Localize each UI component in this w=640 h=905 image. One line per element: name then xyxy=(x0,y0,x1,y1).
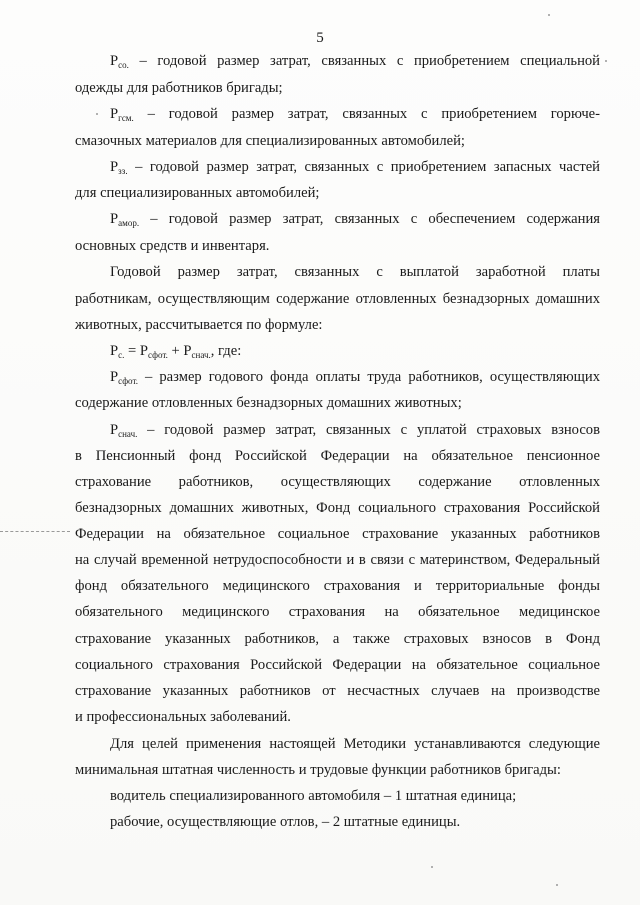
scan-speck xyxy=(605,60,607,62)
definition-line: $P_{зз.}$ – годовой размер затрат, связанных с приобретением запасных частей xyxy=(110,159,600,176)
definition-line: $P_{гсм.}$ – годовой размер затрат, связанных с приобретением горюче- xyxy=(110,106,600,123)
definition-continuation: Федерации на обязательное социальное страхование указанных работников xyxy=(75,526,600,542)
definition-continuation: страхование указанных работников от несчастных случаев на производстве xyxy=(75,683,600,699)
staff-item: рабочие, осуществляющие отлов, – 2 штатные единицы. xyxy=(110,814,461,830)
definition-continuation: страхование работников, осуществляющих содержание отловленных xyxy=(75,474,600,490)
definition-continuation: безнадзорных домашних животных, Фонд социального страхования Российской xyxy=(75,500,600,516)
definition-line: $P_{амор.}$ – годовой размер затрат, связанных с обеспечением содержания xyxy=(110,211,600,228)
definition-continuation: содержание отловленных безнадзорных домашних животных; xyxy=(75,395,462,411)
definition-continuation: основных средств и инвентаря. xyxy=(75,238,270,254)
scan-speck xyxy=(548,14,550,16)
definition-continuation: одежды для работников бригады; xyxy=(75,80,283,96)
page-number: 5 xyxy=(316,30,324,46)
scan-speck xyxy=(96,113,98,115)
definition-continuation: обязательного медицинского страхования на обязательное медицинское xyxy=(75,604,600,620)
paragraph-line: работникам, осуществляющим содержание отловленных безнадзорных домашних xyxy=(75,291,600,307)
paragraph-line: Для целей применения настоящей Методики устанавливаются следующие xyxy=(110,736,600,752)
definition-line: $P_{сфот.}$ – размер годового фонда оплаты труда работников, осуществляющих xyxy=(110,369,600,386)
definition-continuation: в Пенсионный фонд Российской Федерации на обязательное пенсионное xyxy=(75,448,600,464)
paragraph-line: Годовой размер затрат, связанных с выплатой заработной платы xyxy=(110,264,600,280)
definition-continuation: страхование указанных работников, а также страховых взносов в Фонд xyxy=(75,631,600,647)
scan-speck xyxy=(556,884,558,886)
definition-continuation: для специализированных автомобилей; xyxy=(75,185,320,201)
definition-line: $P_{снач.}$ – годовой размер затрат, связанных с уплатой страховых взносов xyxy=(110,422,600,439)
definition-continuation: и профессиональных заболеваний. xyxy=(75,709,291,725)
scan-speck xyxy=(431,866,433,868)
paragraph-line: минимальная штатная численность и трудовые функции работников бригады: xyxy=(75,762,561,778)
formula: $P_{с.} = P_{сфот.} + P_{снач.}$, где: xyxy=(110,343,242,360)
paragraph-line: животных, рассчитывается по формуле: xyxy=(75,317,323,333)
definition-continuation: фонд обязательного медицинского страхования и территориальные фонды xyxy=(75,578,600,594)
definition-continuation: смазочных материалов для специализированных автомобилей; xyxy=(75,133,465,149)
definition-continuation: социального страхования Российской Федерации на обязательное социальное xyxy=(75,657,600,673)
scan-artifact xyxy=(0,531,70,533)
staff-item: водитель специализированного автомобиля – 1 штатная единица; xyxy=(110,788,517,804)
definition-continuation: на случай временной нетрудоспособности и в связи с материнством, Федеральный xyxy=(75,552,600,568)
definition-line: $P_{со.}$ – годовой размер затрат, связанных с приобретением специальной xyxy=(110,53,600,70)
